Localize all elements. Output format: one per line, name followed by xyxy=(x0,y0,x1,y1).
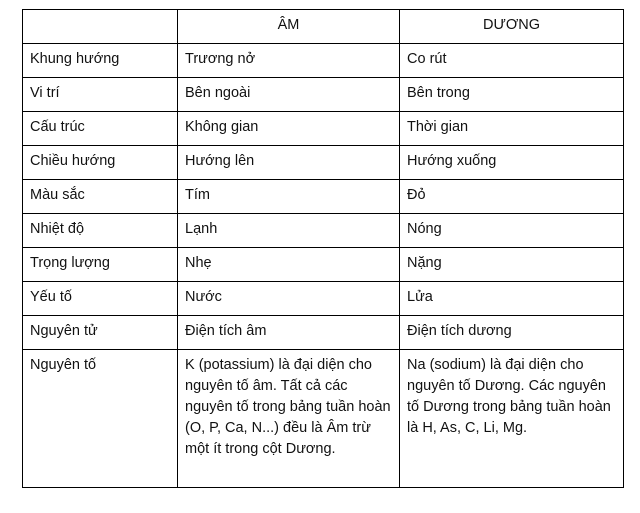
am-cell: Trương nở xyxy=(178,44,400,78)
am-cell: Tím xyxy=(178,180,400,214)
row-label: Màu sắc xyxy=(23,180,178,214)
table-row xyxy=(23,316,624,350)
header-cell-am: ÂM xyxy=(178,10,400,44)
row-label: Khung hướng xyxy=(23,44,178,78)
row-label: Yếu tố xyxy=(23,282,178,316)
table-row xyxy=(23,350,624,488)
row-label: Nguyên tố xyxy=(23,350,178,488)
yin-yang-table xyxy=(22,9,624,488)
row-label: Chiều hướng xyxy=(23,146,178,180)
table-row xyxy=(23,112,624,146)
header-row xyxy=(23,10,624,44)
am-cell: Không gian xyxy=(178,112,400,146)
row-label: Vi trí xyxy=(23,78,178,112)
row-label: Nguyên tử xyxy=(23,316,178,350)
duong-cell: Lửa xyxy=(400,282,624,316)
row-label: Cấu trúc xyxy=(23,112,178,146)
row-label: Trọng lượng xyxy=(23,248,178,282)
am-cell: Bên ngoài xyxy=(178,78,400,112)
duong-cell: Điện tích dương xyxy=(400,316,624,350)
am-cell: Nhẹ xyxy=(178,248,400,282)
duong-cell: Na (sodium) là đại diện cho nguyên tố Dương. Các nguyên tố Dương trong bảng tuần hoàn là H, As, C, Li, Mg. xyxy=(400,350,624,488)
duong-cell: Thời gian xyxy=(400,112,624,146)
header-cell-duong: DƯƠNG xyxy=(400,10,624,44)
table-row xyxy=(23,248,624,282)
duong-cell: Đỏ xyxy=(400,180,624,214)
duong-cell: Hướng xuống xyxy=(400,146,624,180)
header-cell-empty xyxy=(23,10,178,44)
table-row xyxy=(23,44,624,78)
table-row xyxy=(23,78,624,112)
table-row xyxy=(23,282,624,316)
duong-cell: Nặng xyxy=(400,248,624,282)
am-cell: Hướng lên xyxy=(178,146,400,180)
table-row xyxy=(23,180,624,214)
am-cell: Điện tích âm xyxy=(178,316,400,350)
table-row xyxy=(23,146,624,180)
am-cell: Lạnh xyxy=(178,214,400,248)
duong-cell: Nóng xyxy=(400,214,624,248)
table-row xyxy=(23,214,624,248)
am-cell: K (potassium) là đại diện cho nguyên tố âm. Tất cả các nguyên tố trong bảng tuần hoàn (O, P, Ca, N...) đều là Âm trừ một ít trong cột Dương. xyxy=(178,350,400,488)
duong-cell: Bên trong xyxy=(400,78,624,112)
am-cell: Nước xyxy=(178,282,400,316)
duong-cell: Co rút xyxy=(400,44,624,78)
row-label: Nhiệt độ xyxy=(23,214,178,248)
